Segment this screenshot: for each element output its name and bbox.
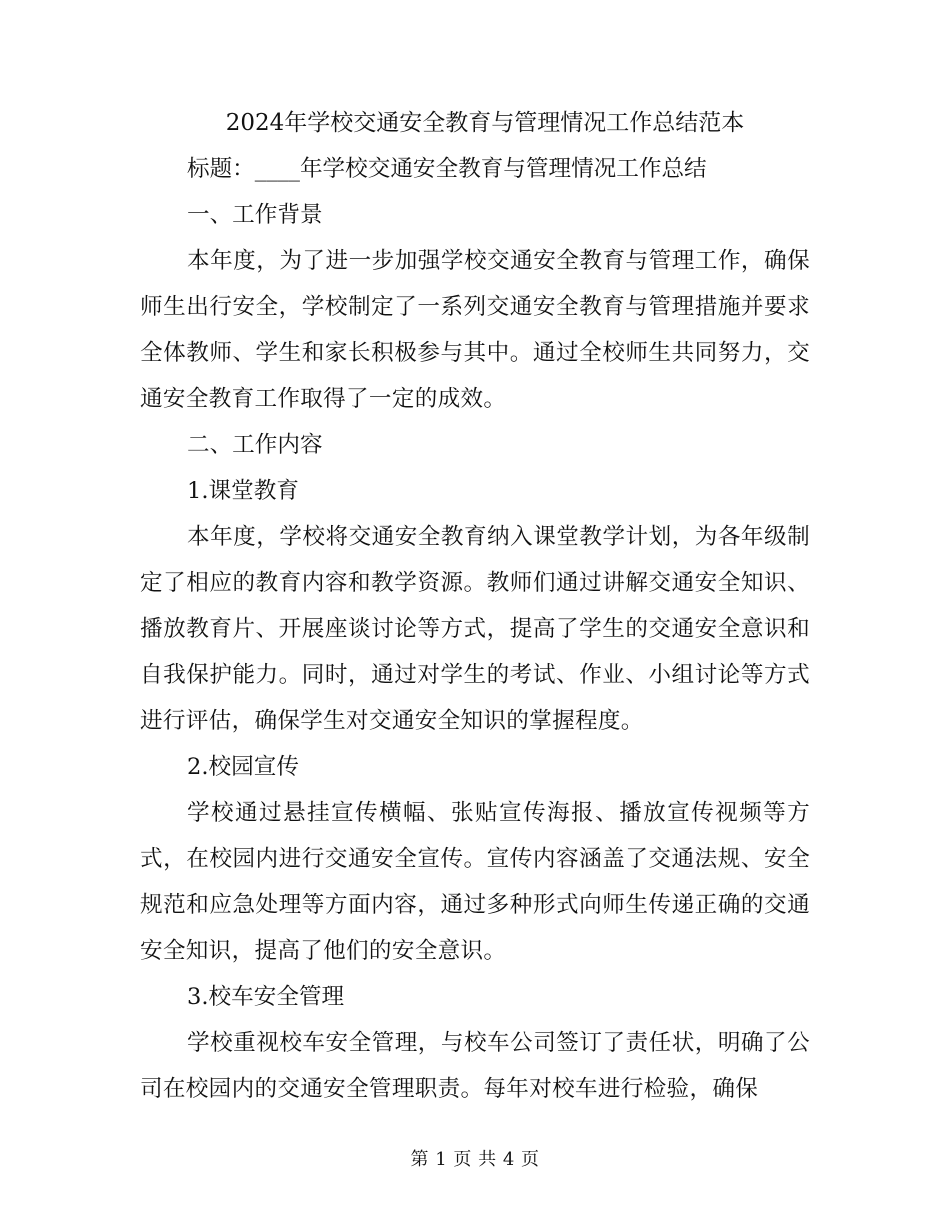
item-2-paragraph: 学校通过悬挂宣传横幅、张贴宣传海报、播放宣传视频等方式，在校园内进行交通安全宣传。宣传内容涵盖了交通法规、安全规范和应急处理等方面内容，通过多种形式向师生传递正确的交通安全知识，提高了他们的安全意识。 bbox=[140, 800, 810, 964]
section-1-paragraph: 本年度，为了进一步加强学校交通安全教育与管理工作，确保师生出行安全，学校制定了一系列交通安全教育与管理措施并要求全体教师、学生和家长积极参与其中。通过全校师生共同努力，交通安全教育工作取得了一定的成效。 bbox=[140, 248, 810, 412]
subtitle-line: 标题：____年学校交通安全教育与管理情况工作总结 bbox=[187, 156, 707, 182]
document-body bbox=[140, 100, 810, 1112]
item-1-paragraph: 本年度，学校将交通安全教育纳入课堂教学计划，为各年级制定了相应的教育内容和教学资源。教师们通过讲解交通安全知识、播放教育片、开展座谈讨论等方式，提高了学生的交通安全意识和自我保护能力。同时，通过对学生的考试、作业、小组讨论等方式进行评估，确保学生对交通安全知识的掌握程度。 bbox=[140, 524, 810, 734]
item-3-paragraph: 学校重视校车安全管理，与校车公司签订了责任状，明确了公司在校园内的交通安全管理职责。每年对校车进行检验，确保 bbox=[140, 1030, 810, 1102]
section-2-heading: 二、工作内容 bbox=[187, 432, 323, 458]
section-1-heading: 一、工作背景 bbox=[187, 202, 323, 228]
item-1-heading: 1.课堂教育 bbox=[187, 478, 299, 504]
item-3-heading: 3.校车安全管理 bbox=[187, 984, 345, 1010]
document-title: 2024年学校交通安全教育与管理情况工作总结范本 bbox=[225, 110, 745, 136]
item-2-heading: 2.校园宣传 bbox=[187, 754, 299, 780]
page-footer: 第 1 页 共 4 页 bbox=[410, 1149, 540, 1170]
